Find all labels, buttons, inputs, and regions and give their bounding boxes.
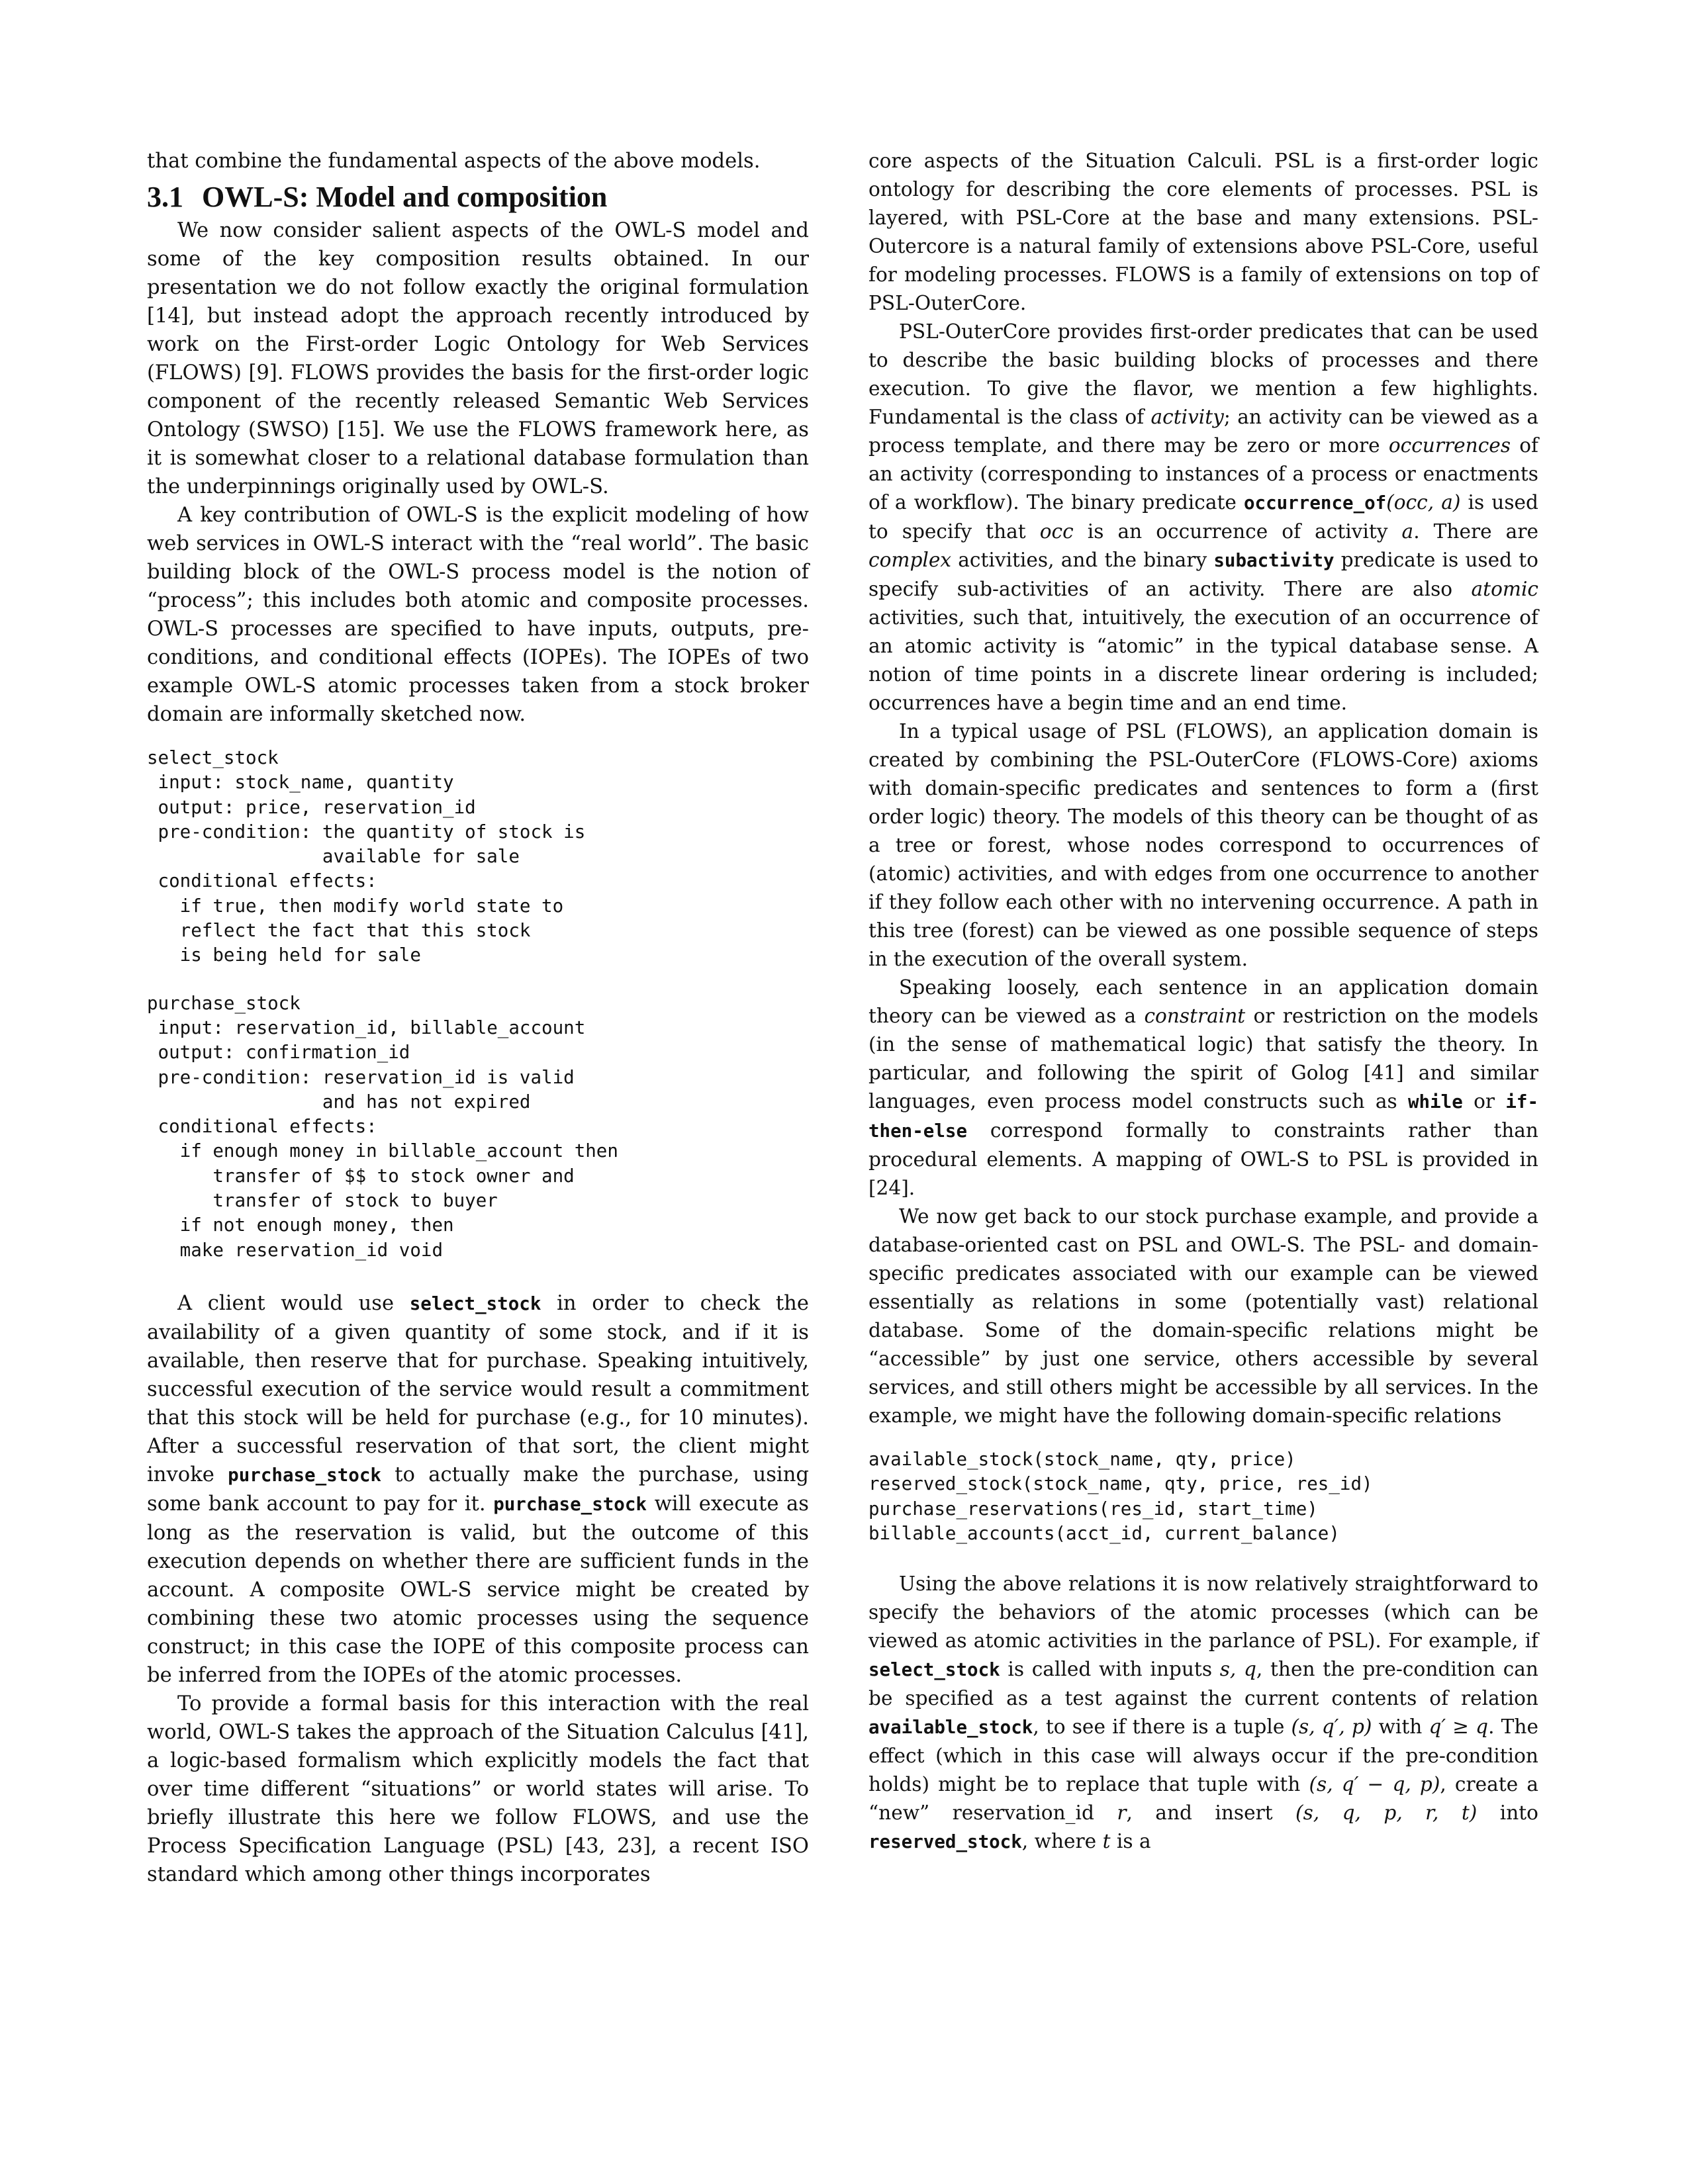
intro-line: that combine the fundamental aspects of the above models. bbox=[147, 150, 761, 173]
inline-code: reserved_stock bbox=[868, 1831, 1022, 1853]
paragraph-database-cast: We now get back to our stock purchase example, and provide a database-oriented cast on PSL and OWL-S. The PSL- and domain-specific predicates associated with our example can be viewed essentially as relations in some (potentially vast) relational database. Some of the domain-specific relations might be “accessible” by just one service, others accessible by several services, and still others might be accessible by all services. In the example, we might have the following domain-specific relations bbox=[868, 1205, 1538, 1427]
paragraph-owls-intro: We now consider salient aspects of the OWL-S model and some of the key composition results obtained. In our presentation we do not follow exactly the original formulation [14], but instead adopt the approach recently introduced by work on the First-order Logic Ontology for Web Services (FLOWS) [9]. FLOWS provides the basis for the first-order logic component of the recently released Semantic Web Services Ontology (SWSO) [15]. We use the FLOWS framework here, as it is somewhat closer to a relational database formulation than the underpinnings originally used by OWL-S. bbox=[147, 219, 809, 498]
paragraph-atomic-behaviors: Using the above relations it is now relatively straightforward to specify the behaviors of the atomic processes (which can be viewed as atomic activities in the parlance of PSL). For example, if select_stock is called with inputs s, q, then the pre-condition can be specified as a test against the current contents of relation available_stock, to see if there is a tuple (s, q′, p) with q′ ≥ q. The effect (which in this case will always occur if the pre-condition holds) might be to replace that tuple with (s, q′ − q, p), create a “new” reservation_id r, and insert (s, q, p, r, t) into reserved_stock, where t is a bbox=[868, 1572, 1538, 1853]
right-column bbox=[868, 147, 1538, 1856]
inline-code: purchase_stock bbox=[228, 1464, 381, 1486]
code-select-stock: select_stock input: stock_name, quantity output: price, reservation_id pre-condition: the quantity of stock is available for sale conditional effects: if true, then modify world state to reflect the fact that this stock is being held for sale bbox=[147, 747, 586, 966]
code-purchase-stock: purchase_stock input: reservation_id, billable_account output: confirmation_id pre-condition: reservation_id is valid and has not expired conditional effects: if enough money in billable_account then transfer of $$ to stock owner and transfer of stock to buyer if not enough money, then make reservation_id void bbox=[147, 992, 618, 1261]
inline-code: occurrence_of bbox=[1244, 492, 1387, 514]
inline-code: purchase_stock bbox=[493, 1493, 647, 1515]
paragraph-psl-core: core aspects of the Situation Calculi. PSL is a first-order logic ontology for describing the core elements of processes. PSL is layered, with PSL-Core at the base and many extensions. PSL-Outercore is a natural family of extensions above PSL-Core, useful for modeling processes. FLOWS is a family of extensions on top of PSL-OuterCore. bbox=[868, 150, 1538, 314]
inline-code: select_stock bbox=[409, 1293, 541, 1314]
inline-code: subactivity bbox=[1213, 550, 1335, 571]
paragraph-psl-outercore: PSL-OuterCore provides first-order predicates that can be used to describe the basic building blocks of processes and there execution. To give the flavor, we mention a few highlights. Fundamental is the class of activity; an activity can be viewed as a process template, and there may be zero or more occurrences of an activity (corresponding to instances of a process or enactments of a workflow). The binary predicate occurrence_of(occ, a) is used to specify that occ is an occurrence of activity a. There are complex activities, and the binary subactivity predicate is used to specify sub-activities of an activity. There are also atomic activities, such that, intuitively, the execution of an occurrence of an atomic activity is “atomic” in the typical database sense. A notion of time points in a discrete linear ordering is included; occurrences have a begin time and an end time. bbox=[868, 320, 1539, 714]
code-relations: available_stock(stock_name, qty, price) reserved_stock(stock_name, qty, price, res_id) purchase_reservations(res_id, start_time) billable_accounts(acct_id, current_balance) bbox=[868, 1449, 1373, 1544]
paragraph-constraints: Speaking loosely, each sentence in an application domain theory can be viewed as a constraint or restriction on the models (in the sense of mathematical logic) that satisfy the theory. In particular, and following the spirit of Golog [41] and similar languages, even process model constructs such as while or if-then-else correspond formally to constraints rather than procedural elements. A mapping of OWL-S to PSL is provided in [24]. bbox=[868, 976, 1538, 1199]
paragraph-client-usage: A client would use select_stock in order to check the availability of a given quantity of some stock, and if it is available, then reserve that for purchase. Speaking intuitively, successful execution of the service would result a commitment that this stock will be held for purchase (e.g., for 10 minutes). After a successful reservation of that sort, the client might invoke purchase_stock to actually make the purchase, using some bank account to pay for it. purchase_stock will execute as long as the reservation is valid, but the outcome of this execution depends on whether there are sufficient funds in the account. A composite OWL-S service might be created by combining these two atomic processes using the sequence construct; in this case the IOPE of this composite process can be inferred from the IOPEs of the atomic processes. bbox=[147, 1291, 809, 1687]
section-number: 3.1 bbox=[147, 181, 183, 213]
paragraph-iopes: A key contribution of OWL-S is the explicit modeling of how web services in OWL-S interact with the “real world”. The basic building block of the OWL-S process model is the notion of “process”; this includes both atomic and composite processes. OWL-S processes are specified to have inputs, outputs, pre-conditions, and conditional effects (IOPEs). The IOPEs of two example OWL-S atomic processes taken from a stock broker domain are informally sketched now. bbox=[147, 504, 809, 726]
section-heading bbox=[147, 178, 809, 216]
paragraph-typical-usage: In a typical usage of PSL (FLOWS), an application domain is created by combining the PSL-OuterCore (FLOWS-Core) axioms with domain-specific predicates and sentences to form a (first order logic) theory. The models of this theory can be thought of as a tree or forest, whose nodes correspond to occurrences of (atomic) activities, and with edges from one occurrence to another if they follow each other with no intervening occurrence. A path in this tree (forest) can be viewed as one possible sequence of steps in the execution of the overall system. bbox=[868, 720, 1538, 970]
inline-code: select_stock bbox=[868, 1659, 1000, 1681]
section-title: OWL-S: Model and composition bbox=[202, 181, 608, 213]
inline-code: while bbox=[1407, 1091, 1463, 1113]
left-column bbox=[147, 147, 809, 1889]
inline-code: if-then-else bbox=[868, 1091, 1538, 1142]
paragraph-situation-calculus: To provide a formal basis for this interaction with the real world, OWL-S takes the approach of the Situation Calculus [41], a logic-based formalism which explicitly models the fact that over time different “situations” or world states will arise. To briefly illustrate this here we follow FLOWS, and use the Process Specification Language (PSL) [43, 23], a recent ISO standard which among other things incorporates bbox=[147, 1692, 809, 1886]
inline-code: available_stock bbox=[868, 1717, 1033, 1739]
